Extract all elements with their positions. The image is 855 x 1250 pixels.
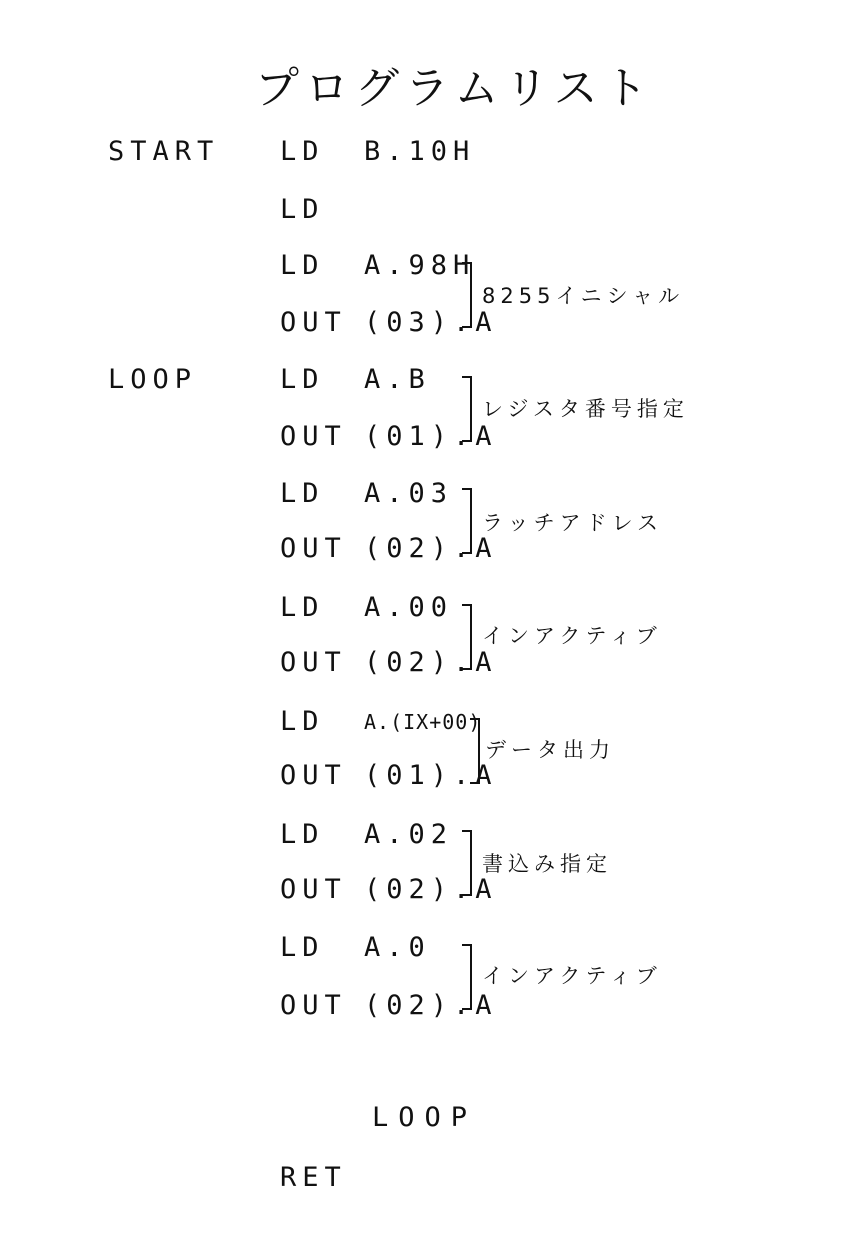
instruction-op: OUT [280, 533, 347, 564]
label-loop: LOOP [108, 364, 198, 395]
instruction-arg: (02).A [364, 647, 498, 678]
page-title: プログラムリスト [255, 63, 654, 114]
instruction-arg: (01).A [364, 421, 498, 452]
bracket [462, 944, 472, 1010]
comment: データ出力 [485, 738, 615, 762]
instruction-op: LD [280, 136, 325, 167]
instruction-op: LD [280, 250, 325, 281]
comment: レジスタ番号指定 [482, 397, 689, 421]
instruction-arg: (02).A [364, 874, 498, 905]
instruction-op: LD [280, 194, 325, 225]
instruction-arg: A.02 [364, 819, 454, 850]
instruction-op: LD [280, 592, 325, 623]
instruction-op: LD [280, 819, 325, 850]
instruction-op: OUT [280, 760, 347, 791]
instruction-op: OUT [280, 990, 347, 1021]
comment: インアクティブ [482, 624, 662, 648]
instruction-arg: B.10H [364, 136, 476, 167]
bracket [462, 830, 472, 896]
instruction-arg: (01).A [364, 760, 498, 791]
instruction-op: LD [280, 706, 325, 737]
bracket [462, 488, 472, 554]
instruction-op: LD [280, 932, 325, 963]
instruction-arg: A.0 [364, 932, 431, 963]
instruction-op: OUT [280, 421, 347, 452]
instruction-ret: RET [280, 1162, 347, 1193]
comment: ラッチアドレス [482, 511, 663, 535]
bracket [462, 604, 472, 670]
comment: 8255イニシャル [482, 284, 685, 308]
instruction-op: OUT [280, 874, 347, 905]
bracket [462, 262, 472, 328]
instruction-op: LD [280, 478, 325, 509]
instruction-arg: A.(IX+00) [364, 710, 482, 734]
comment: インアクティブ [482, 964, 662, 988]
instruction-arg: A.B [364, 364, 431, 395]
instruction-arg: A.00 [364, 592, 454, 623]
instruction-arg: (02).A [364, 990, 498, 1021]
loop-target: LOOP [372, 1102, 478, 1133]
instruction-arg: A.98H [364, 250, 476, 281]
instruction-op: OUT [280, 647, 347, 678]
instruction-op: OUT [280, 307, 347, 338]
instruction-arg: (03).A [364, 307, 498, 338]
instruction-arg: A.03 [364, 478, 454, 509]
instruction-arg: (02).A [364, 533, 498, 564]
bracket [462, 376, 472, 442]
instruction-op: LD [280, 364, 325, 395]
comment: 書込み指定 [482, 852, 612, 876]
bracket [470, 718, 480, 784]
label-start: START [108, 136, 220, 167]
